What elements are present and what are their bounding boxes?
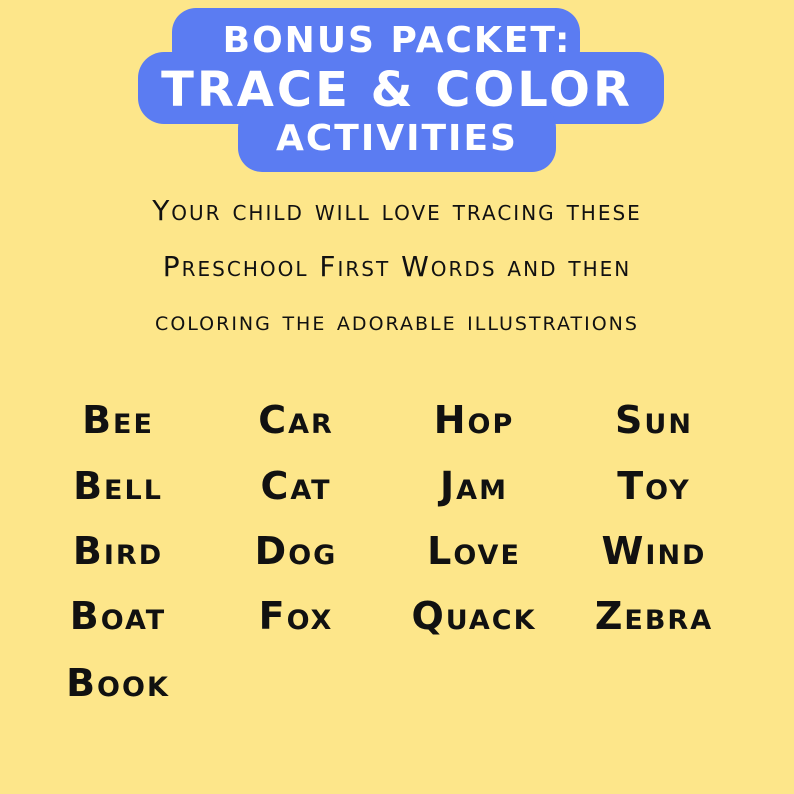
word-item: Book [66,661,170,705]
description-line-3: coloring the adorable illustrations [155,306,639,337]
word-item: Dog [254,529,338,573]
word-item: Jam [440,464,508,508]
word-item: Hop [433,398,515,442]
word-item: Sun [615,398,693,442]
word-item: Bell [73,464,163,508]
word-item: Bee [82,398,154,442]
word-item: Bird [72,529,164,573]
word-item: Quack [411,594,537,638]
word-item: Car [258,398,334,442]
word-item: Love [427,529,521,573]
word-item: Fox [258,594,334,638]
word-item: Boat [69,594,167,638]
description-line-2: Preschool First Words and then [162,250,632,283]
banner-line-3: ACTIVITIES [276,118,518,159]
description-line-1: Your child will love tracing these [152,194,642,227]
word-item: Wind [601,529,707,573]
word-item: Zebra [594,594,714,638]
banner-line-1: BONUS PACKET: [222,20,572,61]
word-item: Cat [260,464,332,508]
banner-line-2: TRACE & COLOR [161,62,633,118]
word-item: Toy [617,464,691,508]
